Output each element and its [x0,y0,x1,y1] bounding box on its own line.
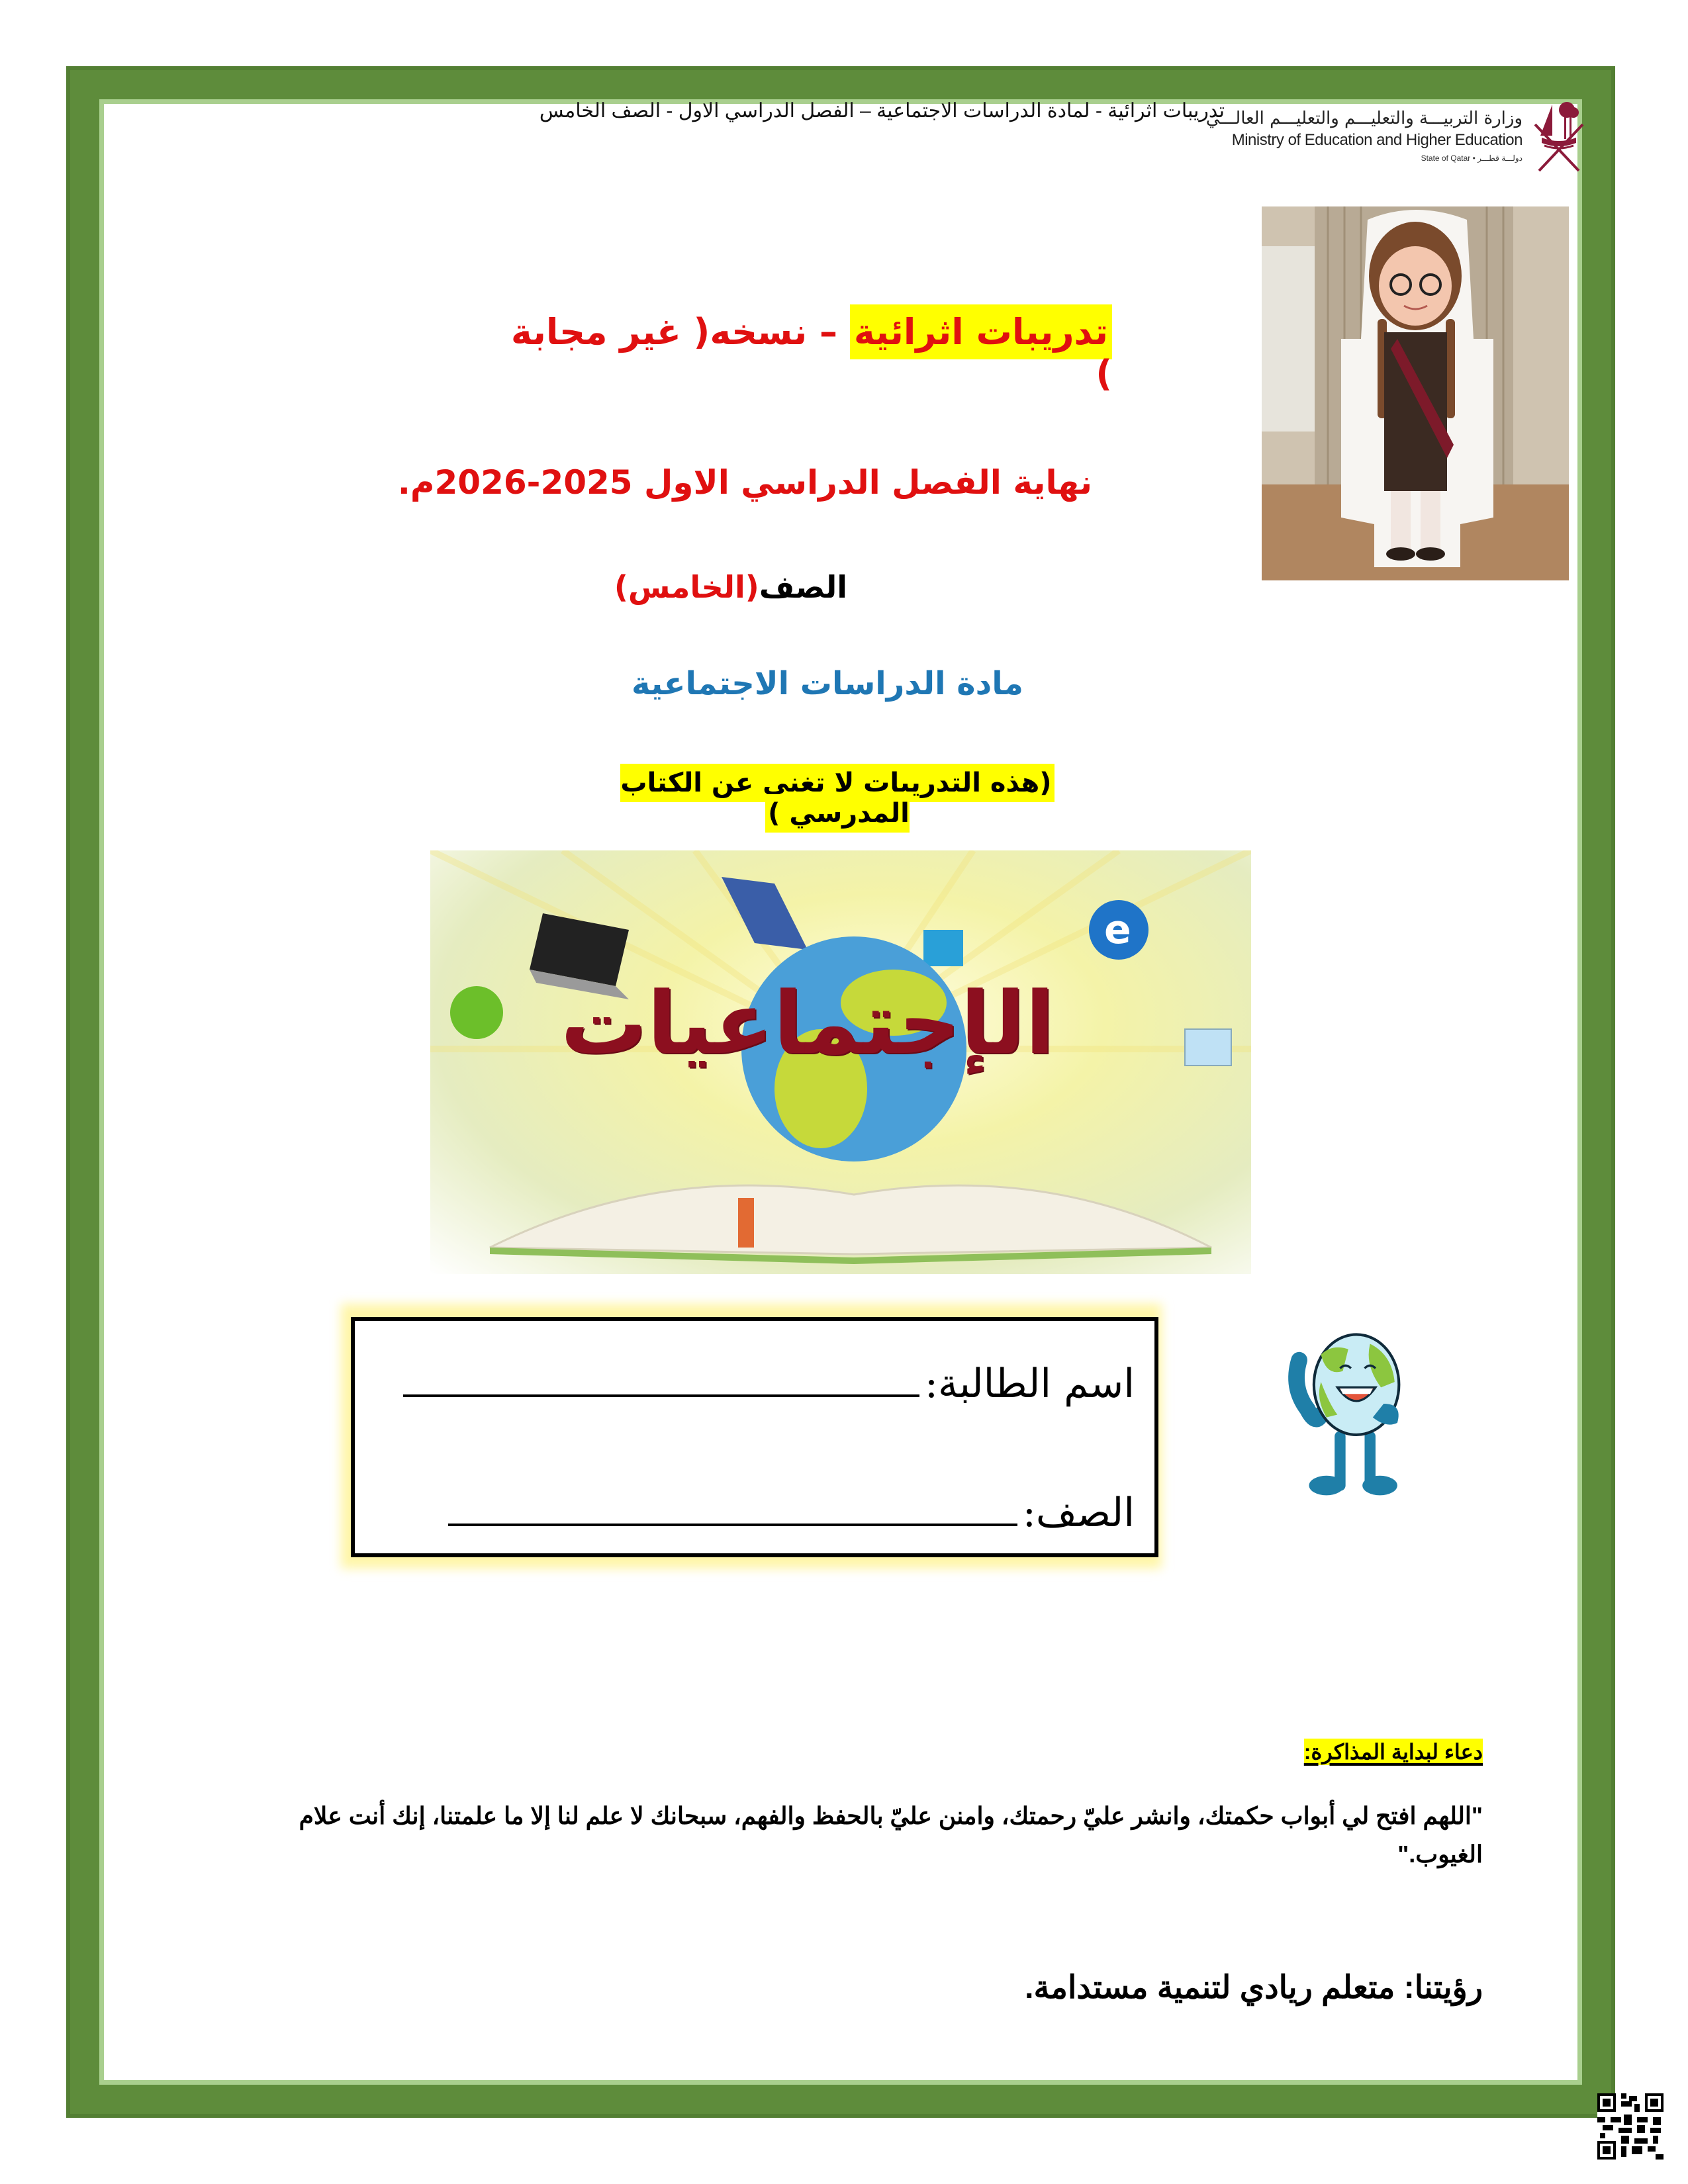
student-name-row [403,1361,1135,1407]
girl-mascot-photo [1262,206,1569,580]
textbook-note [563,768,1112,829]
vision-statement: رؤيتنا: متعلم ريادي لتنمية مستدامة. [1025,1970,1483,2005]
running-header-title: تدريبات اثرائية - لمادة الدراسات الاجتماعية – الفصل الدراسي الاول - الصف الخامس [539,100,1225,122]
term-title: نهاية الفصل الدراسي الاول 2025-2026م. [397,463,1092,502]
earth-mascot-icon [1261,1314,1446,1516]
student-class-field[interactable] [448,1524,1017,1526]
student-name-label: اسم الطالبة: [924,1361,1135,1407]
banner-title: الإجتماعيات [560,973,1055,1073]
cover-title-highlighted: تدريبات اثرائية [850,304,1112,359]
student-info-box [351,1317,1158,1557]
ministry-logo [1205,99,1585,179]
textbook-note-text: (هذه التدريبات لا تغني عن الكتاب المدرسي ) [620,764,1054,833]
svg-text:e: e [1104,907,1131,953]
student-class-row [448,1490,1135,1536]
student-name-field[interactable] [403,1394,919,1397]
student-class-label: الصف: [1022,1490,1135,1536]
duaa-heading-text: دعاء لبداية المذاكرة: [1303,1740,1483,1764]
duaa-heading [1258,1739,1483,1764]
qr-code-icon[interactable] [1597,2093,1664,2160]
grade-label: الصف [759,569,847,605]
logo-arabic-text: وزارة التربيـــة والتعليـــم والتعليـــم العالـــي [1205,109,1523,128]
qatar-emblem-icon [1532,99,1585,175]
cover-title-rest: – نسخه( غير مجابة ) [510,311,1112,394]
grade-title [569,569,847,605]
social-studies-banner-image [430,850,1251,1274]
duaa-text: "اللهم افتح لي أبواب حكمتك، وانشر عليّ رحمتك، وامنن عليّ بالحفظ والفهم، سبحانك لا علم لنا إلا ما علمتنا، إنك أنت علام الغيوب." [299,1802,1483,1868]
logo-state-text: State of Qatar • دولـــة قطـــر [1421,154,1523,163]
grade-value: (الخامس) [614,569,759,605]
logo-english-text: Ministry of Education and Higher Education [1231,131,1523,149]
cover-title [503,311,1112,394]
subject-title: مادة الدراسات الاجتماعية [632,665,1023,702]
